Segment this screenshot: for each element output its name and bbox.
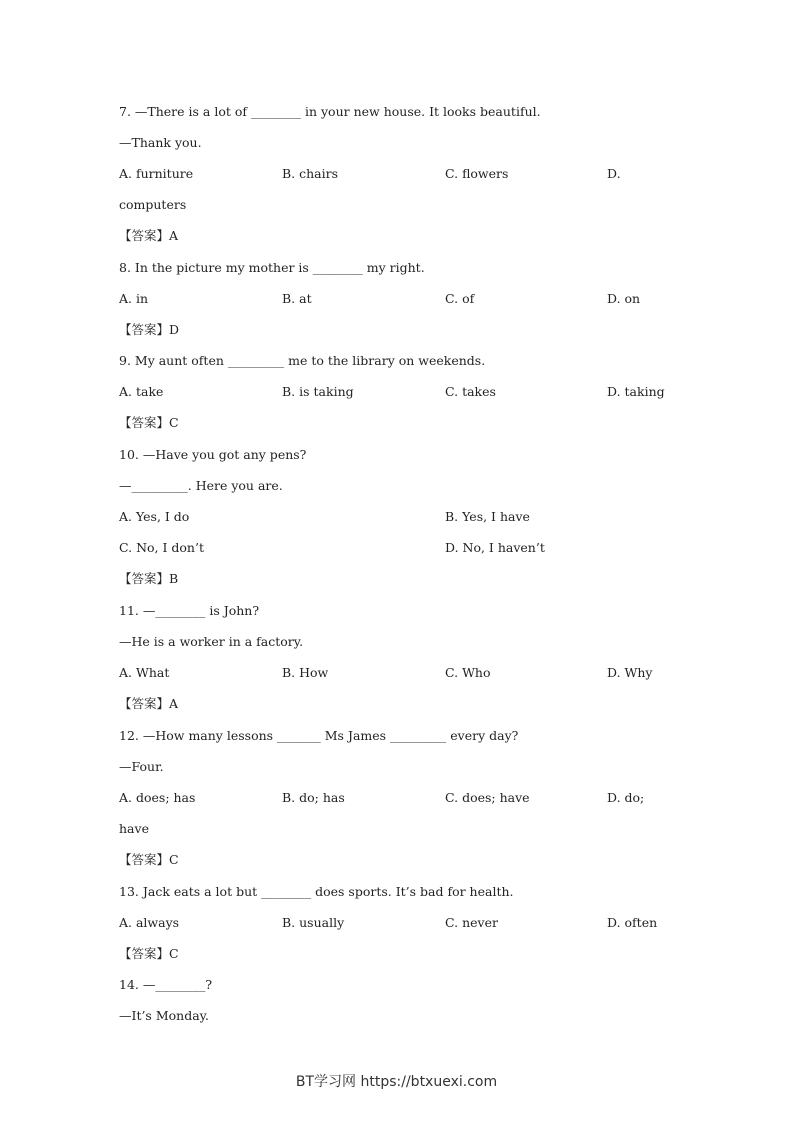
question-8-answer: 【答案】D xyxy=(119,322,180,337)
question-7-option-d: D. xyxy=(607,166,621,181)
question-11-option-c: C. Who xyxy=(445,665,491,680)
question-12-option-d: D. do; xyxy=(607,790,645,805)
question-7-option-c: C. flowers xyxy=(445,166,509,181)
question-11-reply: —He is a worker in a factory. xyxy=(119,634,304,649)
question-9-option-a: A. take xyxy=(119,384,164,399)
question-11-text: 11. —________ is John? xyxy=(119,603,260,618)
question-9-answer: 【答案】C xyxy=(119,415,179,430)
question-12-option-a: A. does; has xyxy=(119,790,196,805)
question-10-option-b: B. Yes, I have xyxy=(445,509,530,524)
question-9-option-c: C. takes xyxy=(445,384,496,399)
question-8-option-a: A. in xyxy=(119,291,149,306)
question-12-answer: 【答案】C xyxy=(119,852,179,867)
question-10-option-a: A. Yes, I do xyxy=(119,509,190,524)
question-12-option-c: C. does; have xyxy=(445,790,530,805)
question-9-option-b: B. is taking xyxy=(282,384,354,399)
question-13-option-b: B. usually xyxy=(282,915,345,930)
question-12-reply: —Four. xyxy=(119,759,164,774)
question-7-option-a: A. furniture xyxy=(119,166,194,181)
question-13-option-d: D. often xyxy=(607,915,658,930)
question-8-text: 8. In the picture my mother is ________ my right. xyxy=(119,260,425,275)
question-8-option-c: C. of xyxy=(445,291,475,306)
question-7-option-d-wrap: computers xyxy=(119,197,187,212)
question-11-option-b: B. How xyxy=(282,665,329,680)
question-10-option-d: D. No, I haven’t xyxy=(445,540,545,555)
question-8-option-b: B. at xyxy=(282,291,312,306)
question-12-text: 12. —How many lessons _______ Ms James _________ every day? xyxy=(119,728,519,743)
question-12-option-d-wrap: have xyxy=(119,821,149,836)
question-10-reply: —_________. Here you are. xyxy=(119,478,283,493)
question-10-answer: 【答案】B xyxy=(119,571,179,586)
question-13-option-c: C. never xyxy=(445,915,498,930)
question-9-option-d: D. taking xyxy=(607,384,665,399)
question-11-option-d: D. Why xyxy=(607,665,653,680)
question-10-option-c: C. No, I don’t xyxy=(119,540,204,555)
page-footer: BT学习网 https://btxuexi.com xyxy=(295,1074,498,1090)
question-11-answer: 【答案】A xyxy=(119,696,179,711)
question-13-text: 13. Jack eats a lot but ________ does sports. It’s bad for health. xyxy=(119,884,514,899)
question-7-text: 7. —There is a lot of ________ in your new house. It looks beautiful. xyxy=(119,104,541,119)
question-8-option-d: D. on xyxy=(607,291,641,306)
question-12-option-b: B. do; has xyxy=(282,790,345,805)
question-7-answer: 【答案】A xyxy=(119,228,179,243)
question-9-text: 9. My aunt often _________ me to the library on weekends. xyxy=(119,353,486,368)
question-11-option-a: A. What xyxy=(119,665,170,680)
question-10-text: 10. —Have you got any pens? xyxy=(119,447,307,462)
question-7-reply: —Thank you. xyxy=(119,135,202,150)
question-14-text: 14. —________? xyxy=(119,977,213,992)
question-14-reply: —It’s Monday. xyxy=(119,1008,210,1023)
question-13-answer: 【答案】C xyxy=(119,946,179,961)
question-7-option-b: B. chairs xyxy=(282,166,339,181)
question-13-option-a: A. always xyxy=(119,915,180,930)
